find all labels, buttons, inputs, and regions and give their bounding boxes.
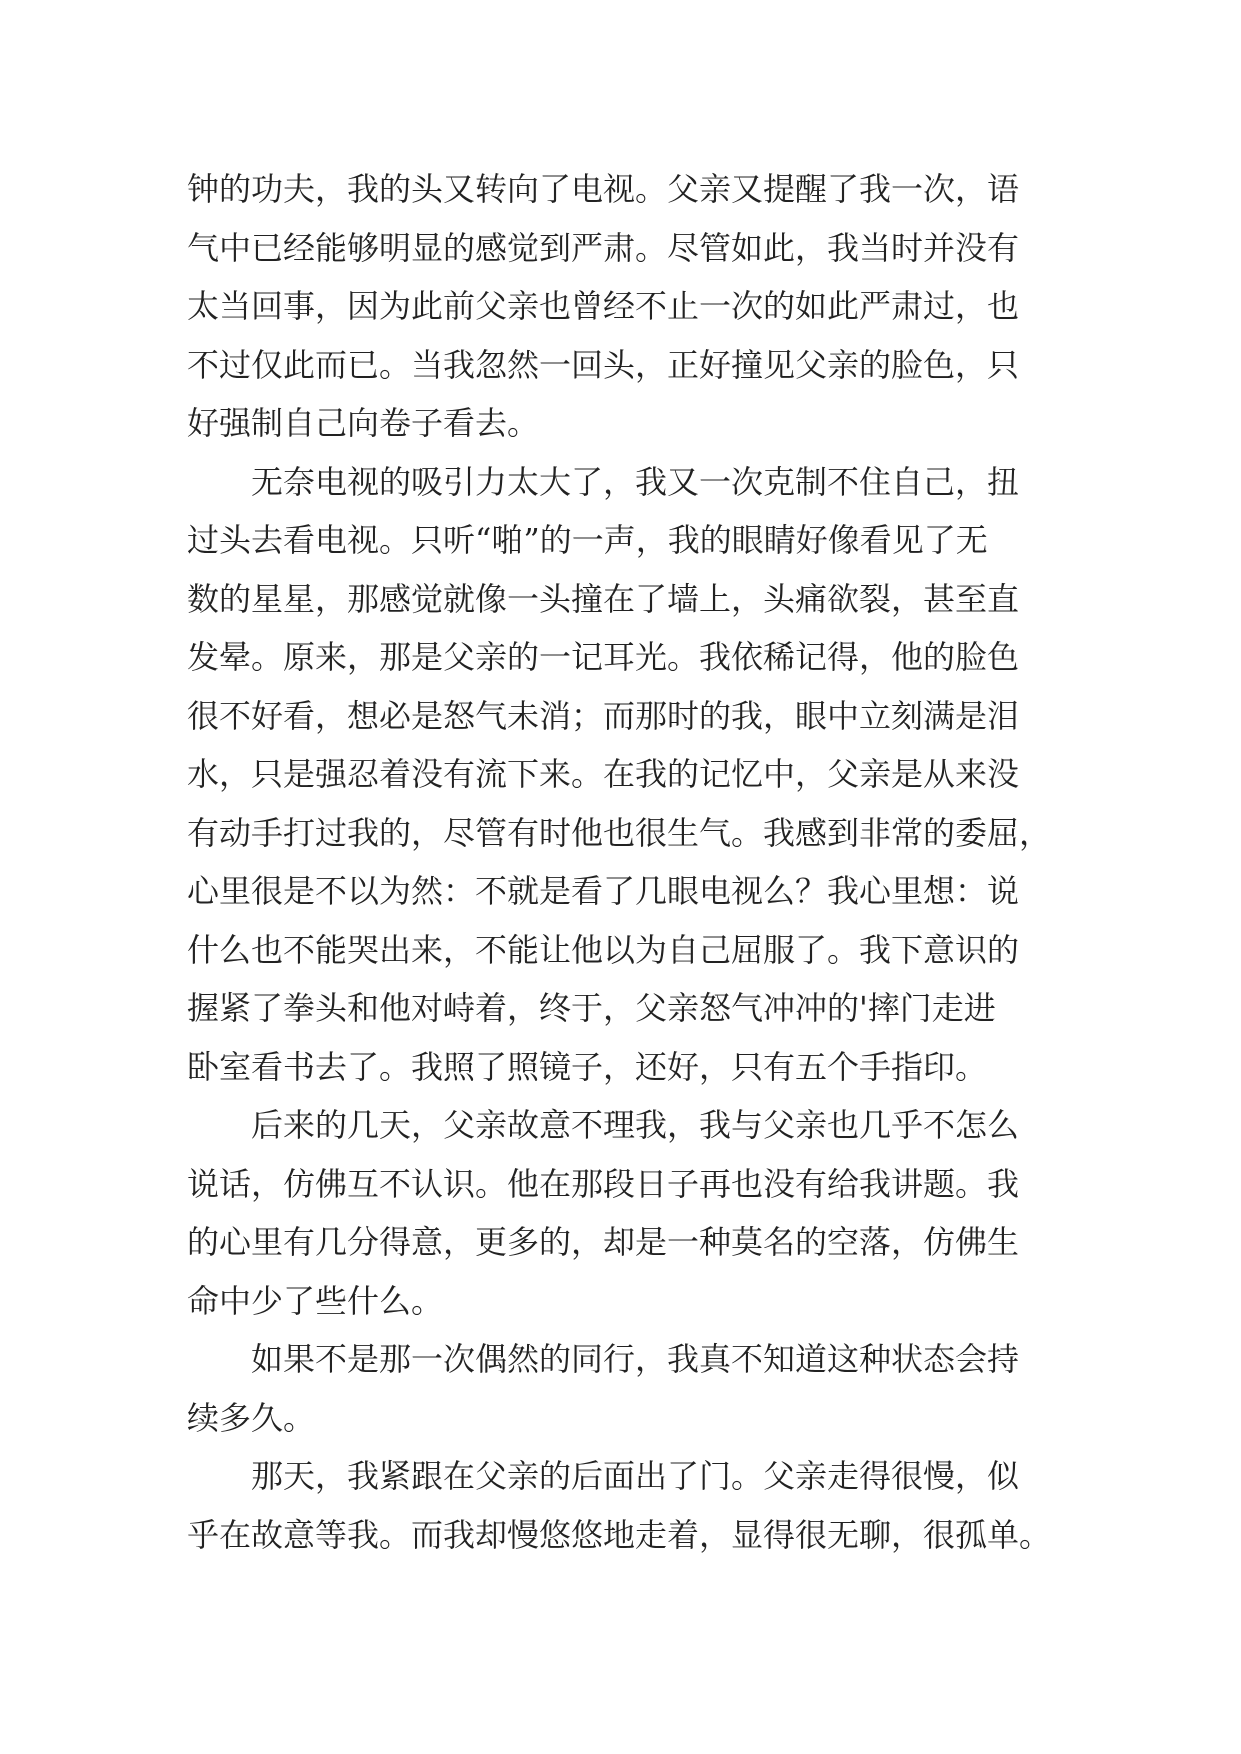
body-text <box>187 160 1057 1564</box>
paragraph-first-line: 如果不是那一次偶然的同行，我真不知道这种状态会持 <box>251 1340 1020 1378</box>
text-line: 钟的功夫，我的头又转向了电视。父亲又提醒了我一次，语 <box>187 170 1020 208</box>
text-line: 的心里有几分得意，更多的，却是一种莫名的空落，仿佛生 <box>187 1223 1020 1261</box>
text-line: 很不好看，想必是怒气未消；而那时的我，眼中立刻满是泪 <box>187 696 1020 735</box>
text-line: 水，只是强忍着没有流下来。在我的记忆中，父亲是从来没 <box>187 755 1020 793</box>
paragraph-first-line: 无奈电视的吸引力太大了，我又一次克制不住自己，扭 <box>251 462 1020 501</box>
text-line: 心里很是不以为然：不就是看了几眼电视么？我心里想：说 <box>187 872 1020 910</box>
text-line: 不过仅此而已。当我忽然一回头，正好撞见父亲的脸色，只 <box>187 345 1020 384</box>
text-line: 气中已经能够明显的感觉到严肃。尽管如此，我当时并没有 <box>187 228 1020 267</box>
text-line: 过头去看电视。只听“啪”的一声，我的眼睛好像看见了无 <box>187 521 988 559</box>
text-line: 说话，仿佛互不认识。他在那段日子再也没有给我讲题。我 <box>187 1164 1020 1203</box>
paragraph-first-line: 那天，我紧跟在父亲的后面出了门。父亲走得很慢，似 <box>251 1457 1020 1495</box>
text-line: 发晕。原来，那是父亲的一记耳光。我依稀记得，他的脸色 <box>187 638 1020 676</box>
text-line: 乎在故意等我。而我却慢悠悠地走着，显得很无聊，很孤单。 <box>187 1515 1052 1554</box>
text-line: 太当回事，因为此前父亲也曾经不止一次的如此严肃过，也 <box>187 287 1020 325</box>
text-line: 续多久。 <box>187 1398 316 1437</box>
text-line: 卧室看书去了。我照了照镜子，还好，只有五个手指印。 <box>187 1047 988 1086</box>
text-line: 好强制自己向卷子看去。 <box>187 404 540 442</box>
text-line: 什么也不能哭出来，不能让他以为自己屈服了。我下意识的 <box>187 930 1020 969</box>
text-line: 数的星星，那感觉就像一头撞在了墙上，头痛欲裂，甚至直 <box>187 579 1020 618</box>
paragraph-first-line: 后来的几天，父亲故意不理我，我与父亲也几乎不怎么 <box>251 1106 1020 1144</box>
text-line: 有动手打过我的，尽管有时他也很生气。我感到非常的委屈， <box>187 813 1052 852</box>
text-line: 命中少了些什么。 <box>187 1281 444 1320</box>
text-line: 握紧了拳头和他对峙着，终于，父亲怒气冲冲的'摔门走进 <box>187 989 996 1027</box>
